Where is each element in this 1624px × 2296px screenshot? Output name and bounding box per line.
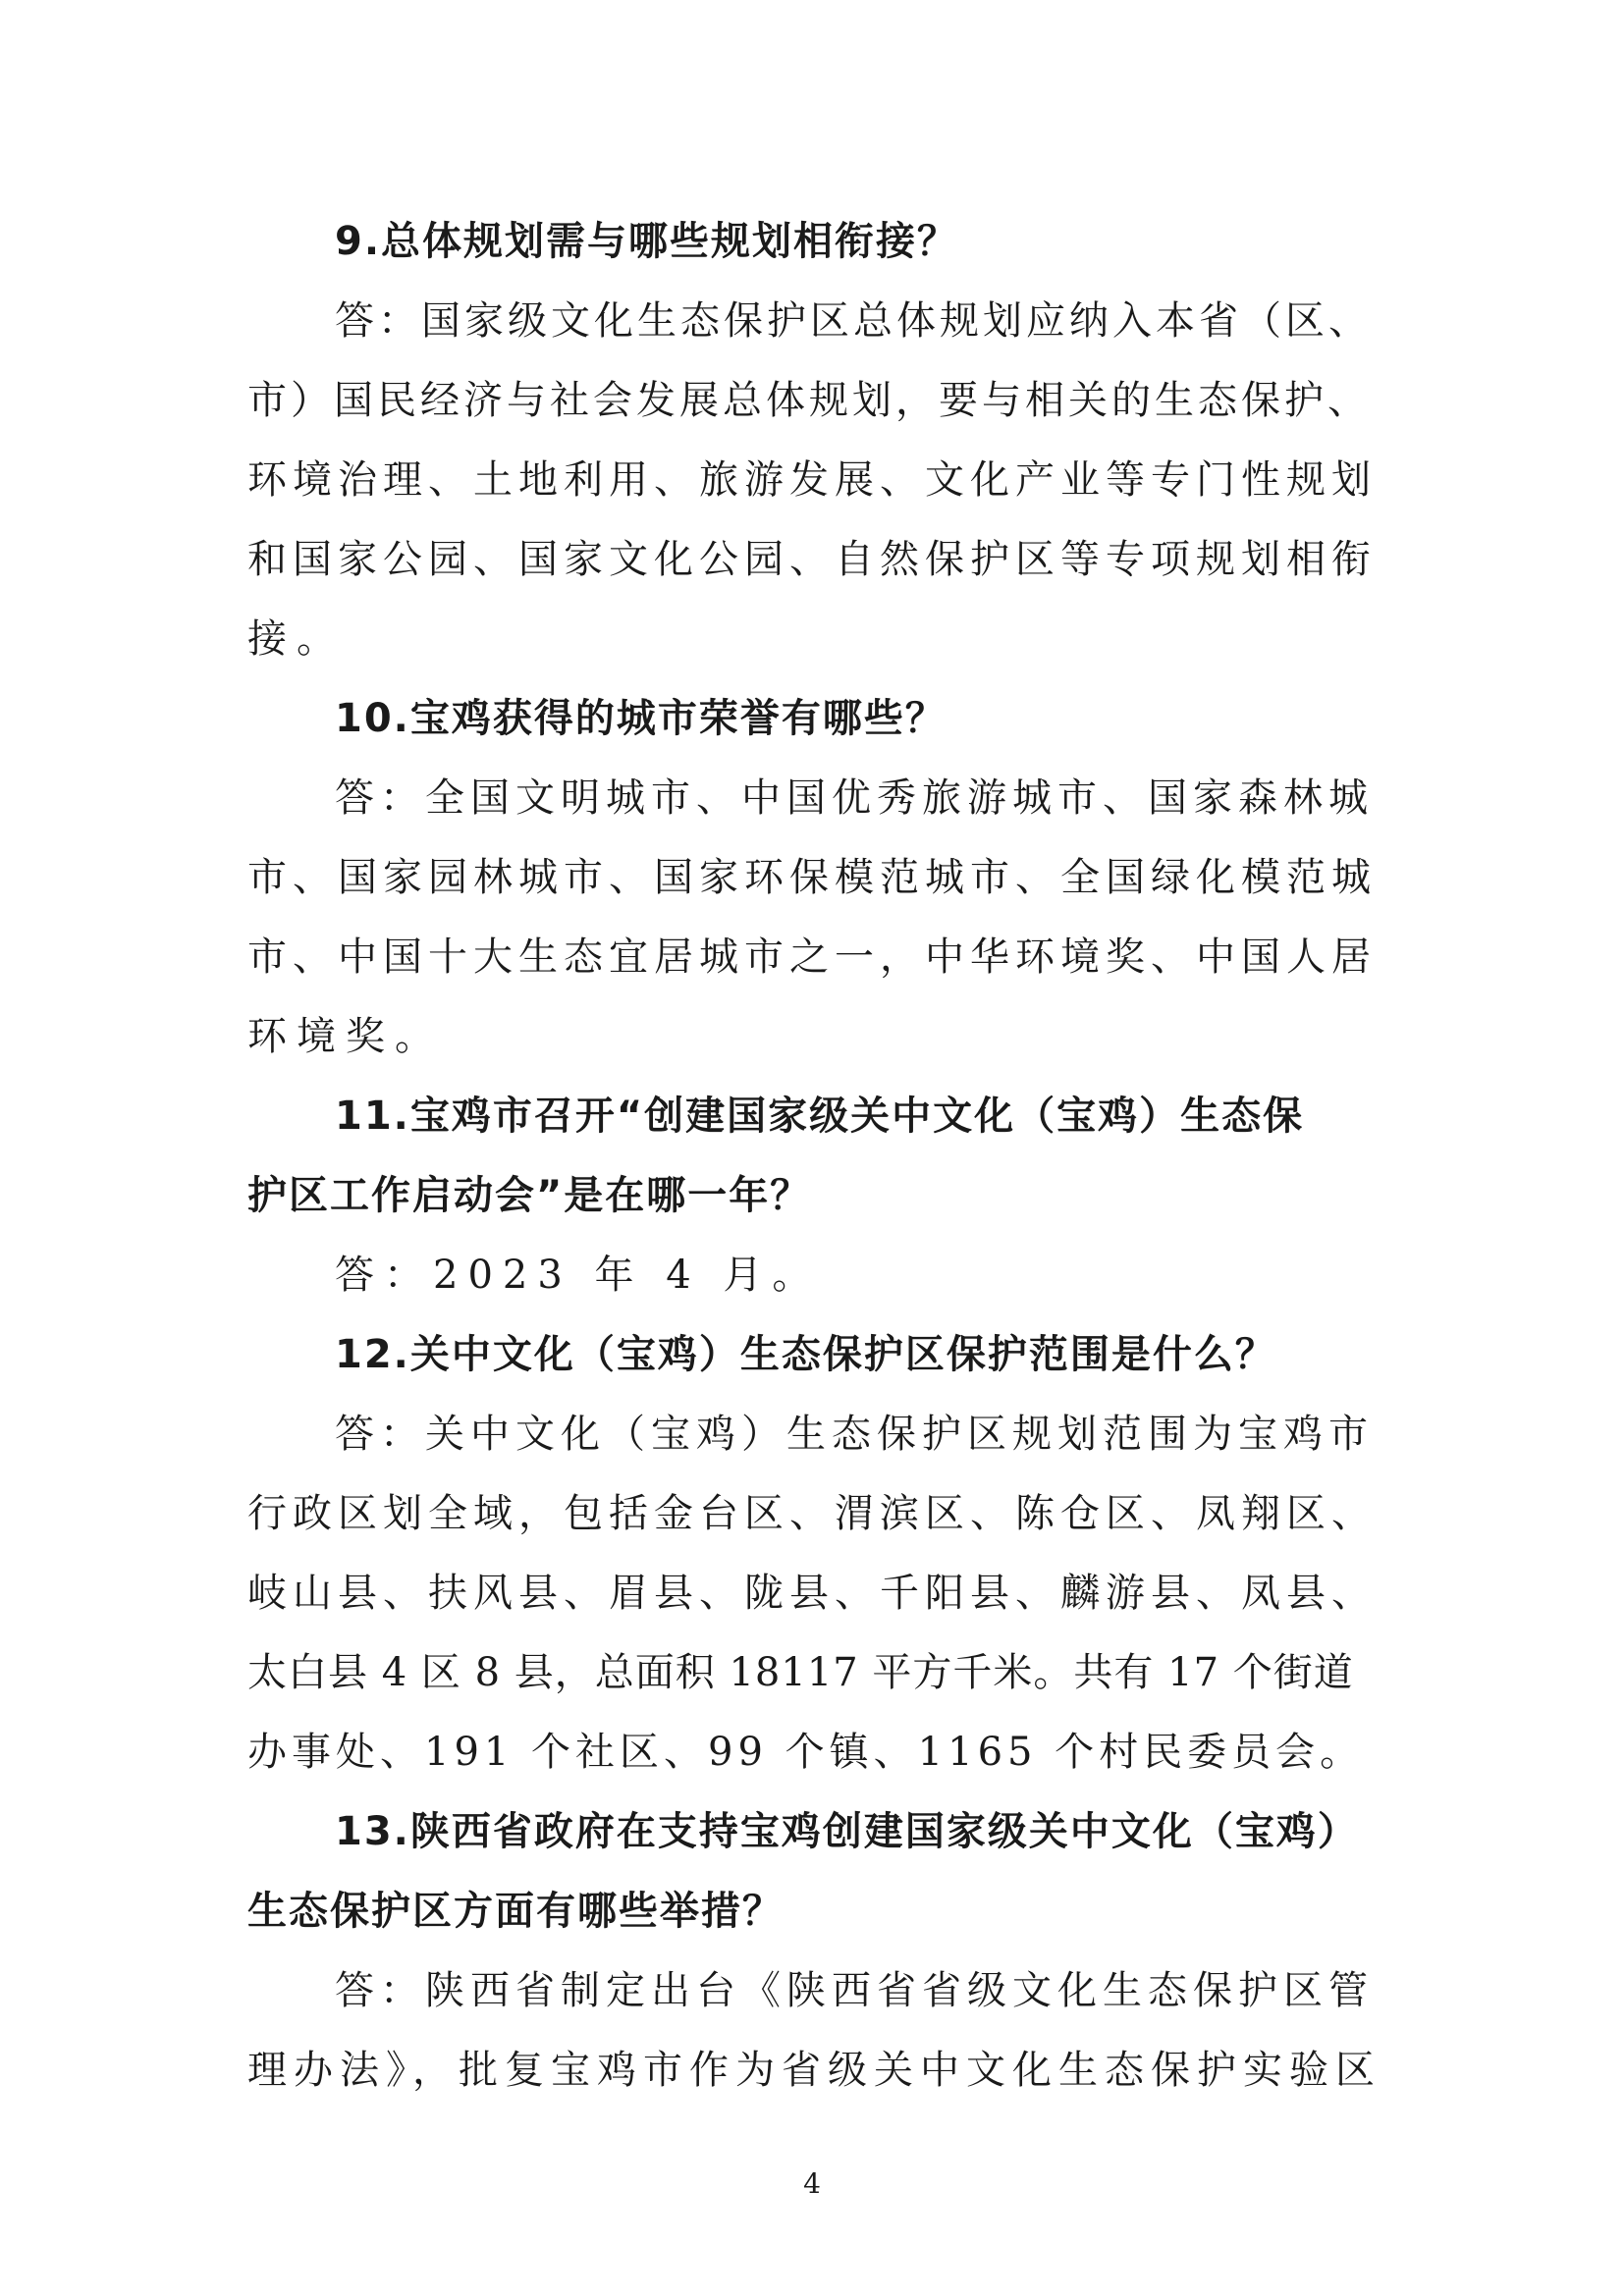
answer-line: 市、中国十大生态宜居城市之一，中华环境奖、中国人居	[247, 934, 1377, 980]
answer-line: 理办法》，批复宝鸡市作为省级关中文化生态保护实验区	[247, 2048, 1381, 2093]
answer-line: 和国家公园、国家文化公园、自然保护区等专项规划相衔	[247, 537, 1377, 582]
answer-line: 接。	[247, 616, 346, 662]
question-line: 10.宝鸡获得的城市荣誉有哪些？	[335, 696, 947, 741]
answer-line: 答：陕西省制定出台《陕西省省级文化生态保护区管	[335, 1968, 1374, 2013]
question-line: 生态保护区方面有哪些举措？	[247, 1889, 784, 1934]
question-line: 护区工作启动会”是在哪一年？	[247, 1173, 812, 1218]
question-line: 9.总体规划需与哪些规划相衔接？	[335, 219, 959, 264]
page-number: 4	[803, 2167, 821, 2200]
answer-line: 行政区划全域，包括金台区、渭滨区、陈仓区、凤翔区、	[247, 1491, 1377, 1536]
answer-line: 答：关中文化（宝鸡）生态保护区规划范围为宝鸡市	[335, 1412, 1374, 1457]
question-line: 12.关中文化（宝鸡）生态保护区保护范围是什么？	[335, 1332, 1276, 1377]
question-line: 13.陕西省政府在支持宝鸡创建国家级关中文化（宝鸡）	[335, 1809, 1359, 1854]
answer-line: 环境奖。	[247, 1014, 444, 1059]
answer-line: 岐山县、扶风县、眉县、陇县、千阳县、麟游县、凤县、	[247, 1571, 1377, 1616]
answer-line: 答：国家级文化生态保护区总体规划应纳入本省（区、	[335, 298, 1372, 344]
answer-line: 环境治理、土地利用、旅游发展、文化产业等专门性规划	[247, 457, 1377, 503]
answer-line: 答：2023 年 4 月。	[335, 1253, 822, 1298]
answer-line: 市）国民经济与社会发展总体规划，要与相关的生态保护、	[247, 378, 1371, 423]
question-line: 11.宝鸡市召开“创建国家级关中文化（宝鸡）生态保	[335, 1094, 1305, 1139]
answer-line: 市、国家园林城市、国家环保模范城市、全国绿化模范城	[247, 855, 1377, 900]
document-body	[247, 202, 1386, 2110]
answer-line: 答：全国文明城市、中国优秀旅游城市、国家森林城	[335, 775, 1374, 821]
answer-line: 太白县 4 区 8 县，总面积 18117 平方千米。共有 17 个街道	[247, 1650, 1354, 1695]
answer-line: 办事处、191 个社区、99 个镇、1165 个村民委员会。	[247, 1730, 1365, 1775]
